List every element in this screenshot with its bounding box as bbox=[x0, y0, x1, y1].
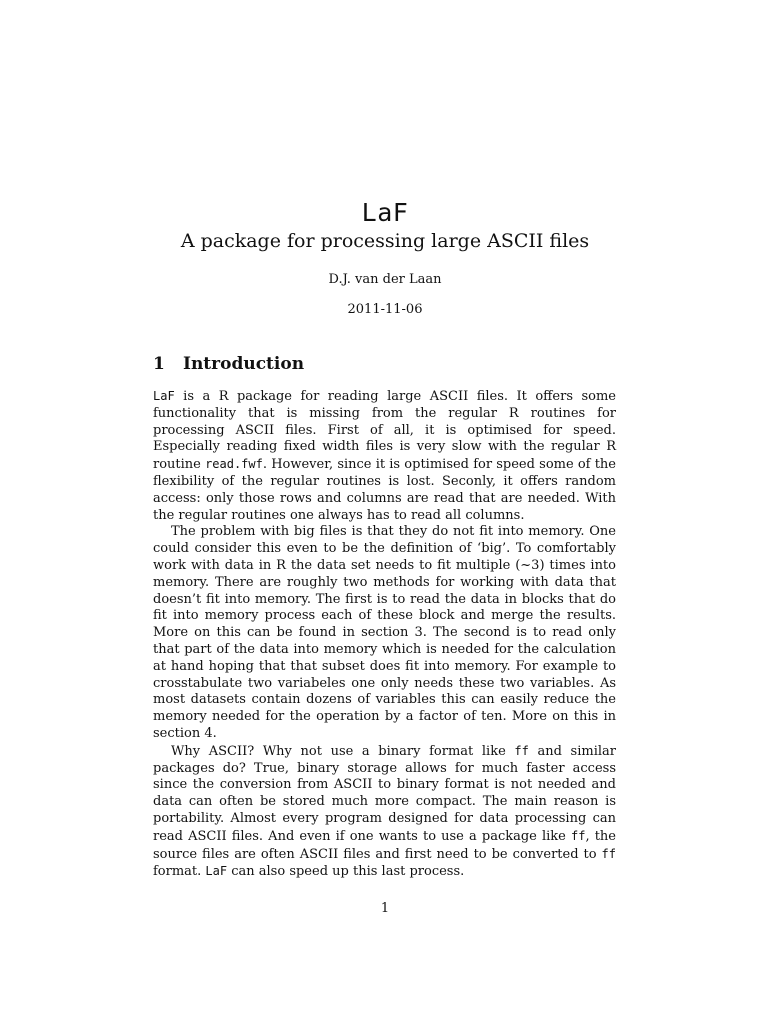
paragraph-3-text-e: can also speed up this last process. bbox=[227, 864, 465, 880]
author: D.J. van der Laan bbox=[328, 272, 442, 287]
paragraph-3-text-d: format. bbox=[153, 864, 206, 880]
laf-code: LaF bbox=[153, 389, 175, 403]
page-number: 1 bbox=[380, 901, 390, 916]
ff-code: ff bbox=[514, 743, 529, 758]
paragraph-3-text-c: , the source files are often ASCII files and first need to be converted to bbox=[153, 828, 616, 862]
paper-title: LaF bbox=[361, 198, 409, 227]
section-heading bbox=[153, 354, 304, 374]
read-fwf-code: read.fwf bbox=[205, 457, 263, 472]
paper-subtitle: A package for processing large ASCII files bbox=[180, 230, 590, 252]
laf-code: LaF bbox=[205, 864, 228, 879]
paragraph-1 bbox=[153, 388, 616, 524]
paragraph-3 bbox=[153, 743, 616, 881]
paragraph-1-text-b: . However, since it is optimised for speed some of the flexibility of the regular routines is lost. Seconly, it offers random access: only those rows and columns are read that are needed. With the regular routines one always has to read all columns. bbox=[153, 457, 616, 523]
paragraph-1-text-a: is a R package for reading large ASCII files. It offers some functionality that is missing from the regular R routines for processing ASCII files. First of all, it is optimised for speed. Especially reading fixed width files is very slow with the regular R routine bbox=[153, 389, 616, 473]
paragraph-3-text-a: Why ASCII? Why not use a binary format like bbox=[171, 743, 515, 759]
section-title: Introduction bbox=[183, 354, 305, 374]
paragraph-3-text-b: and similar packages do? True, binary storage allows for much faster access since the conversion from ASCII to binary format is not needed and data can often be stored much more compact. The main reason is portability. Almost every program designed for data processing can read ASCII files. And even if one wants to use a package like bbox=[153, 743, 616, 844]
date: 2011-11-06 bbox=[347, 302, 423, 317]
ff-code: ff bbox=[571, 828, 586, 843]
section-number: 1 bbox=[153, 354, 165, 374]
body-text bbox=[153, 388, 616, 881]
paragraph-2: The problem with big files is that they do not fit into memory. One could consider this even to be the definition of ‘big’. To comfortably work with data in R the data set needs to fit multiple (~3) times into memory. There are roughly two methods for working with data that doesn’t fit into memory. The first is to read the data in blocks that do fit into memory process each of these block and merge the results. More on this can be found in section 3. The second is to read only that part of the data into memory which is needed for the calculation at hand hoping that that subset does fit into memory. For example to crosstabulate two variabeles one only needs these two variables. As most datasets contain dozens of variables this can easily reduce the memory needed for the operation by a factor of ten. More on this in section 4. bbox=[153, 524, 616, 741]
ff-code: ff bbox=[601, 846, 616, 861]
